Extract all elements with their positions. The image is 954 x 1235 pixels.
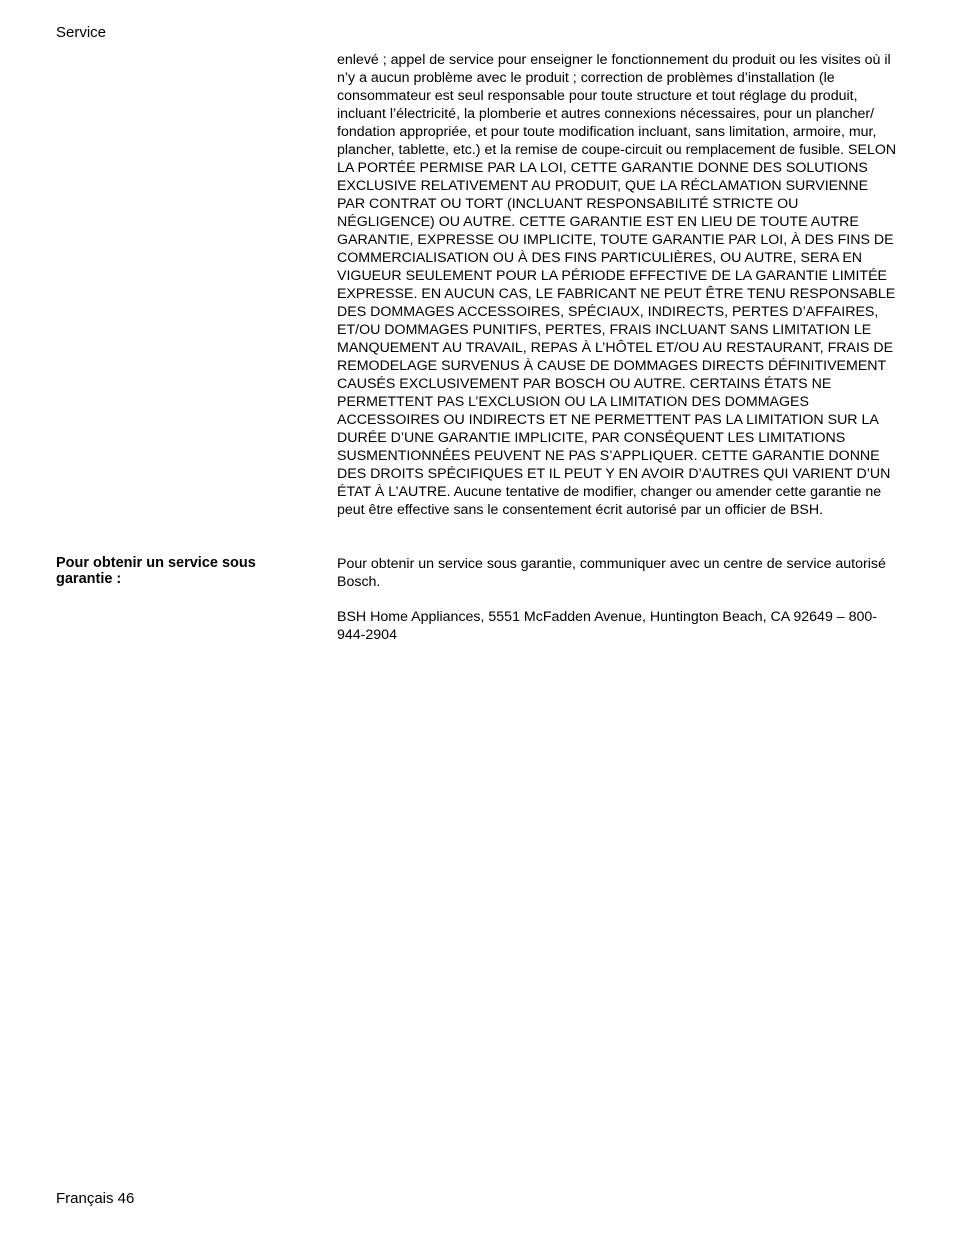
address-text-block [337,608,899,644]
warranty-text-block [337,51,899,519]
address-paragraph: BSH Home Appliances, 5551 McFadden Avenue, Huntington Beach, CA 92649 – 800-944-2904 [337,609,878,643]
service-section-label: Pour obtenir un service sous garantie : [56,555,256,587]
section-header: Service [56,24,107,41]
warranty-paragraph: enlevé ; appel de service pour enseigner le fonctionnement du produit ou les visites où il n’y a aucun problème avec le produit ; correction de problèmes d’installation (le consommateur est seul responsable pour toute structure et tout réglage du produit, incluant l’électricité, la plomberie et autres connexions nécessaires, pour un plancher/ fondation appropriée, et pour toute modification incluant, sans limitation, armoire, mur, plancher, tablette, etc.) et la remise de coupe-circuit ou remplacement de fusible. SELON LA PORTÉE PERMISE PAR LA LOI, CETTE GARANTIE DONNE DES SOLUTIONS EXCLUSIVE RELATIVEMENT AU PRODUIT, QUE LA RÉCLAMATION SURVIENNE PAR CONTRAT OU TORT (INCLUANT RESPONSABILITÉ STRICTE OU NÉGLIGENCE) OU AUTRE. CETTE GARANTIE EST EN LIEU DE TOUTE AUTRE GARANTIE, EXPRESSE OU IMPLICITE, TOUTE GARANTIE PAR LOI, À DES FINS DE COMMERCIALISATION OU À DES FINS PARTICULIÈRES, OU AUTRE, SERA EN VIGUEUR SEULEMENT POUR LA PÉRIODE EFFECTIVE DE LA GARANTIE LIMITÉE EXPRESSE. EN AUCUN CAS, LE FABRICANT NE PEUT ÊTRE TENU RESPONSABLE DES DOMMAGES ACCESSOIRES, SPÉCIAUX, INDIRECTS, PERTES D’AFFAIRES, ET/OU DOMMAGES PUNITIFS, PERTES, FRAIS INCLUANT SANS LIMITATION LE MANQUEMENT AU TRAVAIL, REPAS À L’HÔTEL ET/OU AU RESTAURANT, FRAIS DE REMODELAGE SURVENUS À CAUSE DE DOMMAGES DIRECTS DÉFINITIVEMENT CAUSÉS EXCLUSIVEMENT PAR BOSCH OU AUTRE. CERTAINS ÉTATS NE PERMETTENT PAS L’EXCLUSION OU LA LIMITATION DES DOMMAGES ACCESSOIRES OU INDIRECTS ET NE PERMETTENT PAS LA LIMITATION SUR LA DURÉE D’UNE GARANTIE IMPLICITE, PAR CONSÉQUENT LES LIMITATIONS SUSMENTIONNÉES PEUVENT NE PAS S’APPLIQUER. CETTE GARANTIE DONNE DES DROITS SPÉCIFIQUES ET IL PEUT Y EN AVOIR D’AUTRES QUI VARIENT D’UN ÉTAT À L’AUTRE. Aucune tentative de modifier, changer ou amender cette garantie ne peut être effective sans le consentement écrit autorisé par un officier de BSH. [337,52,897,518]
service-text-block [337,555,899,591]
page-footer: Français 46 [56,1190,135,1207]
service-paragraph: Pour obtenir un service sous garantie, communiquer avec un centre de service autorisé Bosch. [337,556,886,590]
